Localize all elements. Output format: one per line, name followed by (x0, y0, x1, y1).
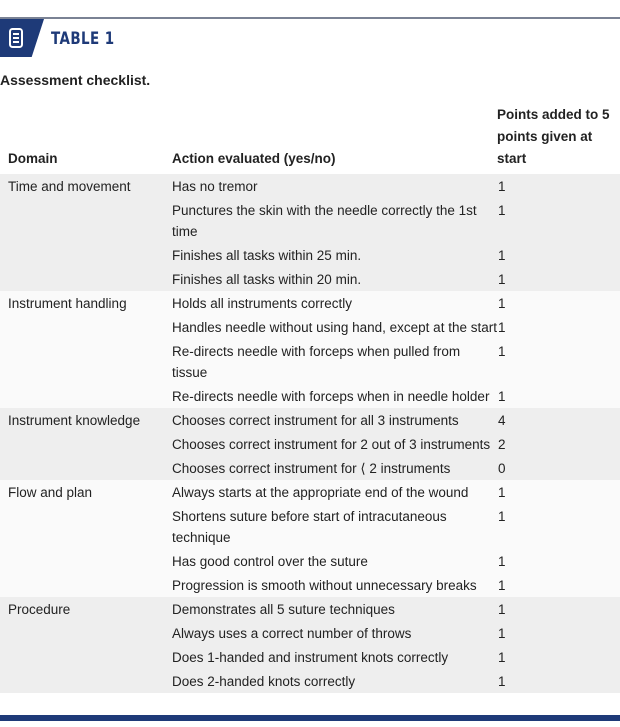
table-badge (0, 19, 44, 57)
points-cell: 1 (497, 243, 620, 267)
table-row (0, 504, 620, 549)
domain-cell (0, 243, 164, 267)
domain-cell (0, 432, 164, 456)
action-cell: Does 2-handed knots correctly (164, 669, 497, 693)
table-row (0, 384, 620, 408)
action-cell: Always uses a correct number of throws (164, 621, 497, 645)
table-row (0, 243, 620, 267)
points-cell: 1 (497, 504, 620, 549)
top-rule (0, 17, 620, 19)
action-cell: Progression is smooth without unnecessary breaks (164, 573, 497, 597)
table-row (0, 669, 620, 693)
points-cell: 1 (497, 315, 620, 339)
table-row (0, 174, 620, 198)
points-cell: 1 (497, 597, 620, 621)
action-cell: Re-directs needle with forceps when in needle holder (164, 384, 497, 408)
table-row (0, 315, 620, 339)
domain-cell: Time and movement (0, 174, 164, 198)
domain-cell: Instrument handling (0, 291, 164, 315)
table-row (0, 549, 620, 573)
document-list-icon (9, 28, 23, 48)
bottom-rule (0, 715, 620, 721)
domain-cell (0, 315, 164, 339)
domain-cell: Procedure (0, 597, 164, 621)
action-cell: Chooses correct instrument for ⟨ 2 instruments (164, 456, 497, 480)
action-cell: Punctures the skin with the needle correctly the 1st time (164, 198, 497, 243)
domain-cell (0, 573, 164, 597)
column-header-action: Action evaluated (yes/no) (172, 151, 336, 166)
action-cell: Re-directs needle with forceps when pulled from tissue (164, 339, 497, 384)
action-cell: Always starts at the appropriate end of the wound (164, 480, 497, 504)
domain-cell (0, 339, 164, 384)
points-cell: 4 (497, 408, 620, 432)
action-cell: Holds all instruments correctly (164, 291, 497, 315)
table-row (0, 645, 620, 669)
points-cell: 1 (497, 384, 620, 408)
points-cell: 1 (497, 549, 620, 573)
points-cell: 1 (497, 480, 620, 504)
action-cell: Finishes all tasks within 20 min. (164, 267, 497, 291)
column-header-domain: Domain (8, 151, 58, 166)
action-cell: Demonstrates all 5 suture techniques (164, 597, 497, 621)
points-cell: 1 (497, 291, 620, 315)
table-row (0, 339, 620, 384)
points-cell: 2 (497, 432, 620, 456)
table-row (0, 432, 620, 456)
points-cell: 1 (497, 174, 620, 198)
domain-cell (0, 198, 164, 243)
points-cell: 1 (497, 339, 620, 384)
table-row (0, 267, 620, 291)
table-row (0, 480, 620, 504)
domain-cell (0, 621, 164, 645)
domain-cell (0, 645, 164, 669)
domain-cell (0, 456, 164, 480)
action-cell: Has no tremor (164, 174, 497, 198)
action-cell: Does 1-handed and instrument knots correctly (164, 645, 497, 669)
table-row (0, 291, 620, 315)
table-row (0, 597, 620, 621)
points-cell: 1 (497, 669, 620, 693)
points-cell: 1 (497, 645, 620, 669)
table-label: TABLE 1 (51, 29, 115, 49)
action-cell: Finishes all tasks within 25 min. (164, 243, 497, 267)
points-cell: 1 (497, 198, 620, 243)
domain-cell: Instrument knowledge (0, 408, 164, 432)
table-caption: Assessment checklist. (0, 72, 151, 88)
domain-cell (0, 504, 164, 549)
table-body (0, 174, 620, 693)
domain-cell (0, 549, 164, 573)
header-row (0, 104, 620, 174)
domain-cell: Flow and plan (0, 480, 164, 504)
action-cell: Has good control over the suture (164, 549, 497, 573)
table-row (0, 573, 620, 597)
column-header-points: Points added to 5 points given at start (497, 107, 610, 166)
action-cell: Shortens suture before start of intracutaneous technique (164, 504, 497, 549)
table-row (0, 621, 620, 645)
domain-cell (0, 267, 164, 291)
points-cell: 1 (497, 621, 620, 645)
table-row (0, 408, 620, 432)
domain-cell (0, 384, 164, 408)
points-cell: 0 (497, 456, 620, 480)
domain-cell (0, 669, 164, 693)
action-cell: Handles needle without using hand, except at the start (164, 315, 497, 339)
action-cell: Chooses correct instrument for all 3 instruments (164, 408, 497, 432)
action-cell: Chooses correct instrument for 2 out of 3 instruments (164, 432, 497, 456)
table-row (0, 198, 620, 243)
table-row (0, 456, 620, 480)
points-cell: 1 (497, 267, 620, 291)
points-cell: 1 (497, 573, 620, 597)
assessment-table (0, 104, 620, 693)
